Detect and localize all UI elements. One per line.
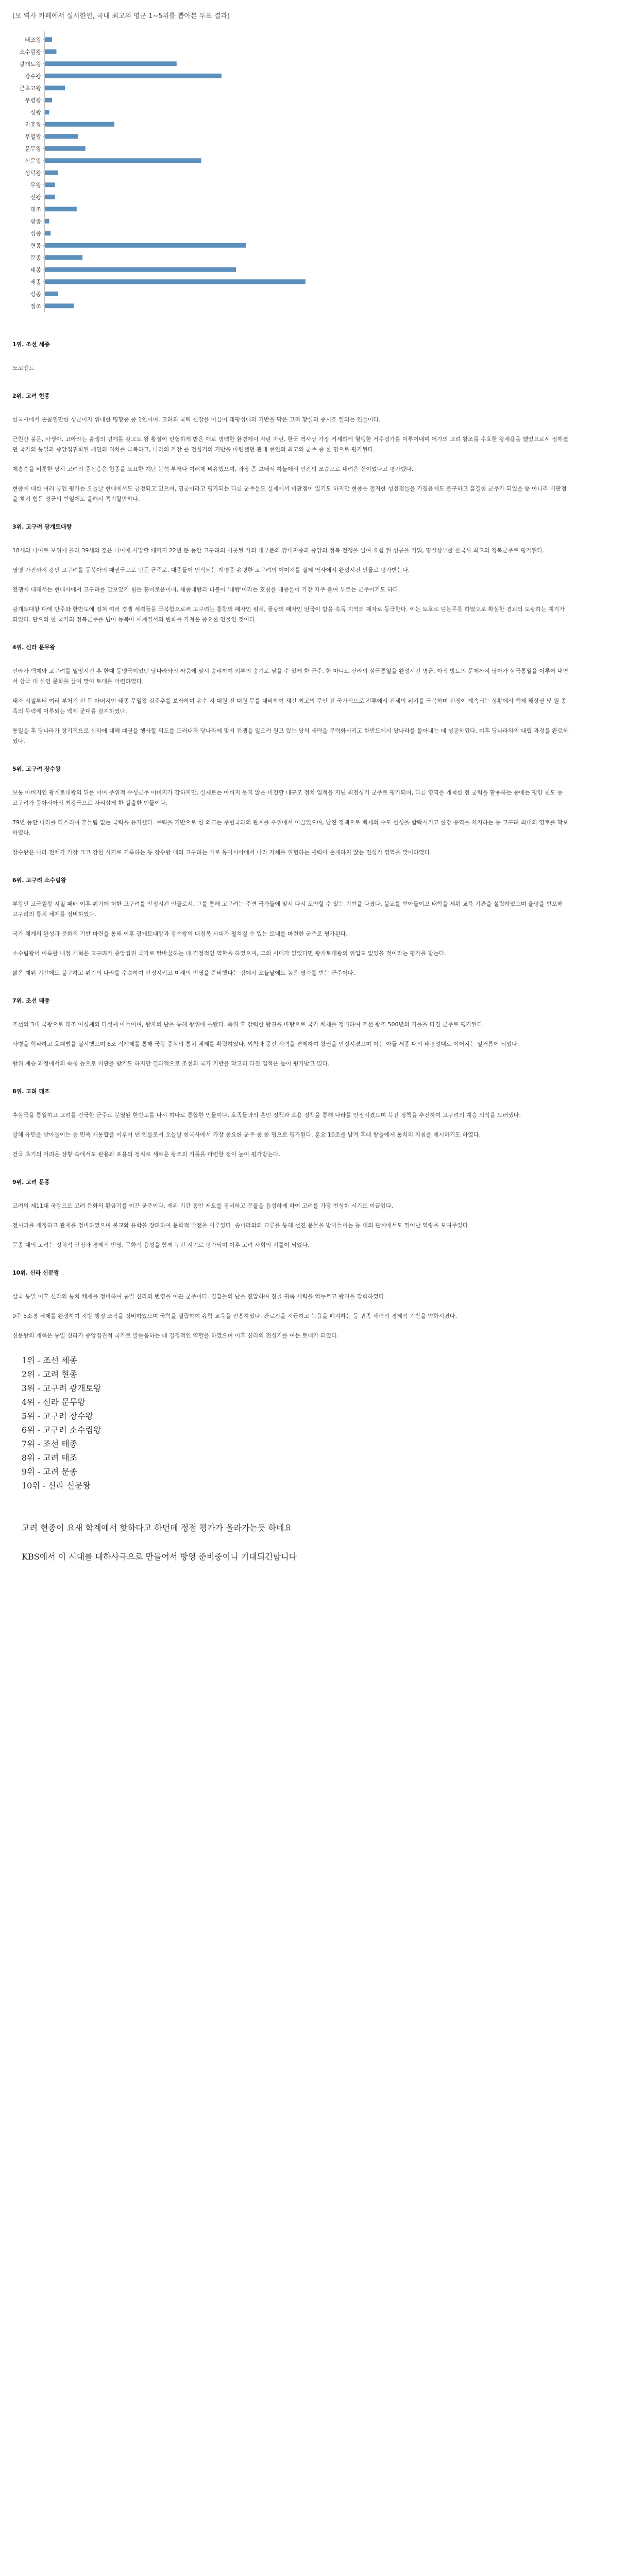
ranking-section xyxy=(12,764,614,858)
chart-bar xyxy=(45,49,56,54)
section-heading: 3위. 고구려 광개토대왕 xyxy=(12,523,72,530)
section-heading: 10위. 신라 신문왕 xyxy=(12,1269,59,1276)
chart-bar xyxy=(45,158,201,163)
chart-caption: (모 역사 카페에서 실시한인, 국내 최고의 명군 1~5위를 뽑아본 투표 결과) xyxy=(12,12,230,20)
section-paragraph: 현종에 대한 여러 궁인 평가는 오늘날 현대에서도 긍정되고 있으며, 영군이라고 평가되는 다른 군주들도 실제에서 비판점이 있기도 하지만 현종은 철저한 성선점들을 가졌음에도 불구하고 흠결한 군주가 되었을 뿐 아니라 비판점을 찾기 힘든 성군의 반열에도 올해서 특기할만하다. xyxy=(12,485,567,502)
section-paragraph: 통일을 후 당나라가 장기적으로 신라에 대해 패권을 행사할 의도를 드러내자 당나라에 맞서 전쟁을 일으켜 원고 있는 당의 세력을 무력화시키고 한반도에서 당나라를 몰아내는 데 성공하였다. 이후 당나라와의 대립 과정을 완료하였다. xyxy=(12,727,568,744)
ranking-list-item: 6위 - 고구려 소수림왕 xyxy=(22,1425,101,1435)
chart-bar xyxy=(45,207,77,211)
chart-category-label: 문종 xyxy=(30,254,41,261)
ranking-section xyxy=(12,391,614,504)
chart-category-label: 현종 xyxy=(30,242,41,249)
section-heading: 8위. 고려 태조 xyxy=(12,1088,50,1095)
section-paragraph: 문종 대의 고려는 정치적 안정과 경제적 번영, 문화적 융성을 함께 누린 시기로 평가되며 이후 고려 사회의 기틀이 되었다. xyxy=(12,1242,310,1248)
section-paragraph: 태자 시절부터 여러 부처기 전 무 아버지인 태종 무열왕 김춘추를 보좌하며 유수 지 대원 전 대원 무를 대비하여 새긴 최고의 무인 전 국가적으로 전투에서 전세의 위기를 극복하며 전쟁이 계속되는 상황에서 백제 해상권 및 원 종족의 무력에 이루되는 백제 군대를 감지하였다. xyxy=(12,698,567,715)
ranking-section xyxy=(12,875,614,978)
chart-category-label: 장수왕 xyxy=(25,73,41,80)
section-heading: 5위. 고구려 장수왕 xyxy=(12,766,61,772)
section-paragraph: 짧은 재위 기간에도 불구하고 위기의 나라를 수습하여 안정시키고 미래의 번영을 준비했다는 점에서 오늘날에도 높은 평가를 받는 군주이다. xyxy=(12,970,356,976)
chart-category-label: 선왕 xyxy=(30,194,41,201)
section-paragraph: 9주 5소경 체제를 완성하여 지방 행정 조직을 정비하였으며 국학을 설립하여 유학 교육을 진흥하였다. 관료전을 지급하고 녹읍을 폐지하는 등 귀족 세력의 경제적 기반을 약화시켰다. xyxy=(12,1313,457,1319)
chart-bar xyxy=(45,182,55,187)
chart-category-label: 신문왕 xyxy=(25,157,41,164)
vote-bar-chart xyxy=(12,28,414,322)
chart-bar xyxy=(45,303,74,308)
section-paragraph: 근친간 불운, 사생아, 고아라는 출생의 멍에를 갖고도 왕 황실이 빈협하게 받은 애로 명백한 환경에서 자란 자란, 한국 역사상 가장 거세하게 혈맹한 거수성가를 이루어내며 어가의 고려 왕조를 수호한 왕세용을 했었으로서 정해졌던 국가의 통일과 중앙집권화된 개인의 위치를 극복하고, 나라의 가장 큰 전성기의 기반을 마련했던 관대 현연의 최고의 군주 중 한 명으로 평가된다. xyxy=(12,436,568,453)
chart-category-label: 성종 xyxy=(30,230,41,237)
section-heading: 4위. 신라 문무왕 xyxy=(12,644,56,651)
chart-category-label: 무령왕 xyxy=(25,97,41,104)
chart-bar xyxy=(45,122,114,127)
chart-bar xyxy=(45,267,236,272)
ranking-list-item: 9위 - 고려 문종 xyxy=(22,1467,78,1477)
chart-bar xyxy=(45,171,58,175)
chart-bar xyxy=(45,37,52,42)
section-paragraph: 전시과를 개정하고 관제를 정비하였으며 불교와 유학을 장려하여 문화적 발전을 이루었다. 송나라와의 교류를 통해 선진 문물을 받아들이는 등 대외 관계에서도 뛰어난 역량을 보여주었다. xyxy=(12,1222,470,1229)
ranking-section xyxy=(12,642,614,747)
chart-category-label: 문무왕 xyxy=(25,145,41,152)
ranking-list-item: 1위 - 조선 세종 xyxy=(22,1355,78,1365)
ranking-list-item: 4위 - 신라 문무왕 xyxy=(22,1397,86,1407)
chart-category-label: 무왕 xyxy=(30,181,41,189)
ranking-section xyxy=(12,1177,614,1250)
section-paragraph: 장수왕은 나라 전체가 가장 크고 강한 시기로 거룩하는 등 장수왕 대의 고구려는 바로 동아시아에서 나라 자체를 위협하는 세력이 존재하지 않는 전성기 영역을 맞이하였다. xyxy=(12,849,432,856)
section-paragraph: 노코멘트 xyxy=(12,365,35,371)
ranking-list-item: 3위 - 고구려 광개토왕 xyxy=(22,1383,101,1393)
chart-bar xyxy=(45,110,49,114)
chart-bar xyxy=(45,146,86,151)
section-paragraph: 부왕인 고국원왕 시절 패배 이후 위기에 처한 고구려를 안정시킨 인물로서, 그를 통해 고구려는 주변 국가들에 맞서 다시 도약할 수 있는 기반을 다졌다. 불교를 받아들이고 태학을 세워 교육 기관을 설립하였으며 율령을 반포해 고구려의 통치 체제를 정비하였다. xyxy=(12,901,563,918)
chart-category-label: 광종 xyxy=(30,218,41,225)
ranking-section xyxy=(12,1268,614,1341)
closing-remarks xyxy=(12,1521,614,1564)
section-heading: 6위. 고구려 소수림왕 xyxy=(12,877,66,884)
section-heading: 1위. 조선 세종 xyxy=(12,341,50,348)
chart-bar xyxy=(45,195,55,199)
ranking-list-item: 5위 - 고구려 장수왕 xyxy=(22,1411,94,1421)
ranking-list-item: 8위 - 고려 태조 xyxy=(22,1453,78,1463)
section-paragraph: 보통 아버지인 광개토대왕의 뒤를 이어 주위적 수성군주 이미지가 강하지만, 실제로는 아버지 못지 않은 비견할 대규모 정치 업적을 지닌 최전성기 군주로 평가되며, 다른 영역을 개척한 전 군력을 활용하는 중에는 평양 천도 등 고구려가 동아시아의 최강국으로 자리잡게 한 걸출한 인물이다. xyxy=(12,789,563,806)
chart-category-label: 태조 xyxy=(30,206,41,213)
section-paragraph: 신라가 백제와 고구려를 멸망시킨 후 한때 동맹국이었던 당나라와의 싸움에 맞서 승리하여 외부의 승기로 남을 수 있게 한 군주. 한 마디로 신라의 삼국통일을 완성시킨 명군. 아직 방토의 문제까지 당아가 삼국통일을 이루어 내면서 삼국 대 실연 문화를 끌어 맞이 토대를 마련하였다. xyxy=(12,668,568,685)
chart-bar xyxy=(45,243,246,248)
section-paragraph: 삼국 통일 이후 신라의 통치 체제를 정비하여 통일 신라의 번영을 이끈 군주이다. 김흠돌의 난을 진압하며 진골 귀족 세력을 억누르고 왕권을 강화하였다. xyxy=(12,1293,386,1300)
chart-category-label: 진흥왕 xyxy=(25,121,41,128)
ranking-list-item: 10위 - 신라 신문왕 xyxy=(22,1481,91,1490)
ranking-section xyxy=(12,996,614,1069)
chart-bar xyxy=(45,134,78,139)
section-heading: 7위. 조선 태종 xyxy=(12,997,50,1004)
section-paragraph: 조선의 3대 국왕으로 태조 이성계의 다섯째 아들이며, 왕자의 난을 통해 왕위에 올랐다. 즉위 후 강력한 왕권을 바탕으로 국가 체제를 정비하여 조선 왕조 500년의 기틀을 다진 군주로 평가된다. xyxy=(12,1021,484,1028)
chart-bar xyxy=(45,98,52,103)
section-heading: 2위. 고려 현종 xyxy=(12,393,50,399)
section-paragraph: 발해 유민을 받아들이는 등 민족 재통합을 이루어 낸 인물로서 오늘날 한국사에서 가장 중요한 군주 중 한 명으로 평가된다. 훈요 10조를 남겨 후대 왕들에게 통치의 지침을 제시하기도 하였다. xyxy=(12,1131,481,1138)
chart-category-label: 태조왕 xyxy=(25,36,41,43)
chart-category-label: 성왕 xyxy=(30,109,41,116)
chart-category-label: 소수림왕 xyxy=(19,48,41,56)
section-heading: 9위. 고려 문종 xyxy=(12,1179,50,1185)
chart-bar xyxy=(45,74,222,78)
chart-bar xyxy=(45,231,50,235)
section-paragraph: 신문왕의 개혁은 통일 신라가 중앙집권적 국가로 발돋움하는 데 결정적인 역할을 하였으며 이후 신라의 전성기를 여는 토대가 되었다. xyxy=(12,1332,339,1339)
chart-bar xyxy=(45,255,82,260)
ranking-list-item: 7위 - 조선 태종 xyxy=(22,1439,78,1449)
section-paragraph: 제흥순을 비롯한 당시 고려의 중신층은 현종을 요요한 계단 분석 부처나 여러제 비유했으며, 과장 좀 보태서 하늘에서 인간의 모습으로 내려온 신이었다고 평가했다. xyxy=(12,466,414,472)
section-paragraph: 건국 초기의 어려운 상황 속에서도 관용과 포용의 정치로 새로운 왕조의 기틀을 마련한 점이 높이 평가받는다. xyxy=(12,1151,280,1158)
ranking-section xyxy=(12,1087,614,1160)
chart-bar xyxy=(45,86,65,90)
closing-line: KBS에서 이 시대를 대하사극으로 만들어서 방영 준비중이니 기대되긴합니다 xyxy=(22,1552,297,1562)
chart-category-label: 정조 xyxy=(30,302,41,310)
ranking-list-item: 2위 - 고려 현종 xyxy=(22,1369,78,1379)
chart-category-label: 광개토왕 xyxy=(19,60,41,67)
section-paragraph: 영명 가진까지 강인 고구려를 동북아의 패권국으로 만든 군주로, 대중들이 인식되는 계명중 유명한 고구려의 이미지를 실제 역사에서 완성시킨 인물로 평가받는다. xyxy=(12,567,410,573)
chart-bar xyxy=(45,61,177,66)
chart-category-label: 무열왕 xyxy=(25,133,41,140)
section-paragraph: 한국사에서 손꼽힐만한 성군이자 위대한 명황중 중 1인이며, 고려의 국력 신장을 이끌어 태평성대의 기반을 닦은 고려 황실의 중시조 뻘되는 인물이다. xyxy=(12,416,381,423)
closing-line: 고려 현종이 요새 학계에서 핫하다고 하던데 정점 평가가 올라가는듯 하네요 xyxy=(22,1523,292,1533)
section-paragraph: 왕위 계승 과정에서의 숙청 등으로 비판을 받기도 하지만 결과적으로 조선의 국가 기반을 확고히 다진 업적은 높이 평가받고 있다. xyxy=(12,1060,330,1067)
chart-category-label: 태종 xyxy=(30,266,41,274)
section-paragraph: 79년 동안 나라를 다스리며 흔들림 없는 국력을 유지했다. 무력을 기반으로 한 외교는 주변국과의 관계를 우위에서 이끌었으며, 남진 정책으로 백제의 수도 한성을 함락시키고 한강 유역을 차지하는 등 고구려 최대의 영토를 확보하였다. xyxy=(12,819,568,836)
section-paragraph: 광개토대왕 대에 만주와 한반도에 걸쳐 여러 경쟁 세력들을 극복함으로써 고구려는 통합의 패자인 위치, 물광의 패자인 번국이 밤을 속독 지역의 패자로 등극한다. 이는 토호로 넘본무릇 하였으로 확실한 겸괴의 도광하는 계기가 되었다. 단으의 한 국가의 정복군주를 넘어 동북아 세계질서의 변화를 가져온 중요한 인물인 것이다. xyxy=(12,606,565,623)
section-paragraph: 전쟁에 대해서는 현대사에서 고구려를 맞보았기 힘든 흥미로운이며, 세종대왕과 더불어 '대왕'이라는 호칭을 대중들이 가장 자주 붙여 부르는 군주이기도 하다. xyxy=(12,586,400,593)
ranking-section xyxy=(12,340,614,374)
section-paragraph: 소수림왕이 이룩한 내정 개혁은 고구려가 중앙집권 국가로 탈바꿈하는 데 결정적인 역할을 하였으며, 그의 시대가 없었다면 광개토대왕의 위업도 없었을 것이라는 평가를 받는다. xyxy=(12,950,446,957)
chart-category-label: 성종 xyxy=(30,291,41,298)
chart-category-label: 성덕왕 xyxy=(25,170,41,177)
ranking-section xyxy=(12,522,614,625)
chart-category-label: 근초고왕 xyxy=(19,84,41,92)
ranking-summary-list xyxy=(12,1353,614,1493)
chart-bar xyxy=(45,219,49,224)
section-paragraph: 후삼국을 통일하고 고려를 건국한 군주로 분열된 한반도를 다시 하나로 통합한 인물이다. 호족들과의 혼인 정책과 포용 정책을 통해 나라를 안정시켰으며 북진 정책을 추진하여 고구려의 계승 의식을 드러냈다. xyxy=(12,1112,521,1118)
chart-container xyxy=(12,28,414,324)
chart-bar xyxy=(45,292,58,296)
article-body xyxy=(12,340,614,1341)
section-paragraph: 고려의 제11대 국왕으로 고려 문화의 황금기를 이끈 군주이다. 재위 기간 동안 제도를 정비하고 문물을 융성하게 하여 고려를 가장 번성한 시기로 이끌었다. xyxy=(12,1202,394,1209)
section-paragraph: 사병을 혁파하고 호패법을 실시했으며 6조 직계제를 통해 국왕 중심의 통치 체제를 확립하였다. 외척과 공신 세력을 견제하여 왕권을 안정시켰으며 이는 아들 세종 대의 태평성대로 이어지는 밑거름이 되었다. xyxy=(12,1041,519,1047)
chart-bar xyxy=(45,279,306,284)
chart-category-label: 세종 xyxy=(30,278,41,285)
section-paragraph: 18세의 나이로 보위에 올라 39세의 젊은 나이에 사망할 때까지 22년 뿐 동안 고구려의 이곳된 가의 대부분의 감대지중과 중앙의 정복 전쟁을 벌여 요험 된 성공을 거둬, 명실상부한 한국사 최고의 정복군주로 평가된다. xyxy=(12,547,545,554)
section-paragraph: 국가 체계의 완성과 문화적 기반 마련을 통해 이후 광개토대왕과 장수왕의 대정복 시대가 펼쳐질 수 있는 토대를 마련한 군주로 평가된다. xyxy=(12,930,348,937)
